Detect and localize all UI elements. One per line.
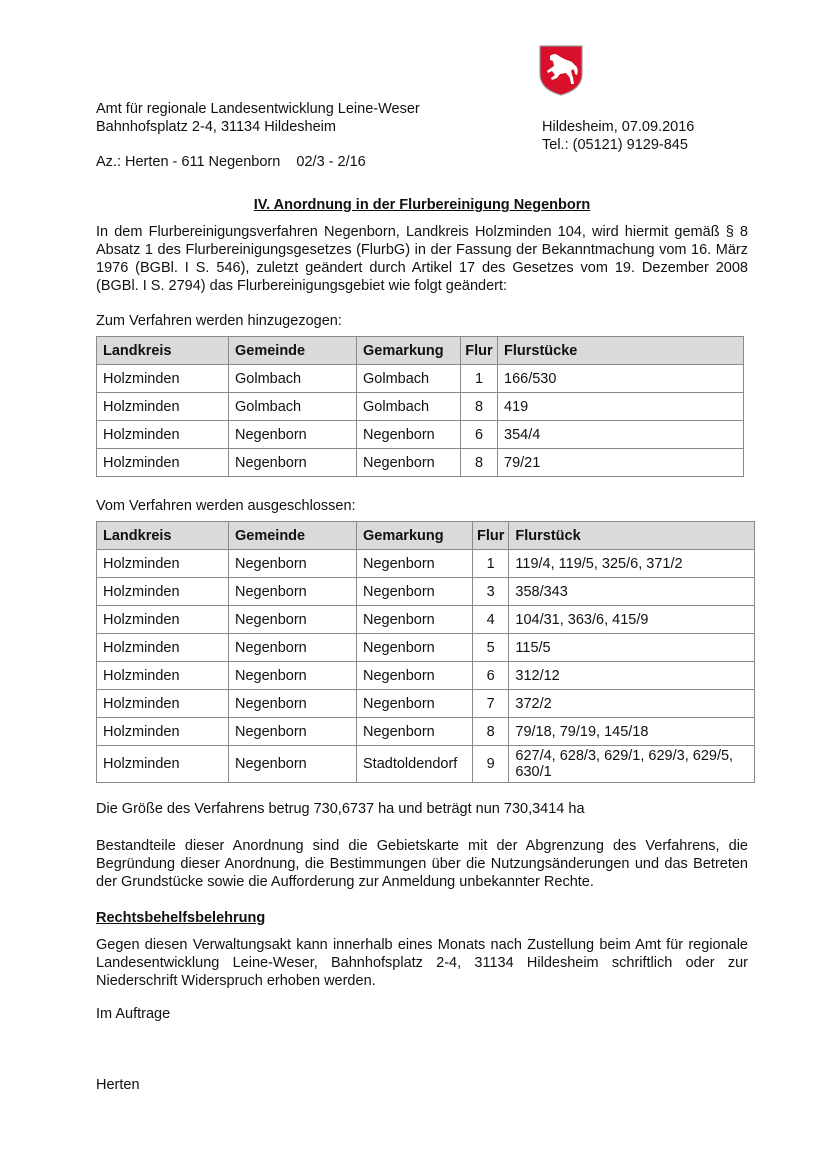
cell-gemarkung: Stadtoldendorf — [357, 746, 473, 783]
cell-gemeinde: Negenborn — [229, 449, 357, 477]
cell-gemeinde: Negenborn — [229, 746, 357, 783]
col-header-gemarkung: Gemarkung — [357, 522, 473, 550]
cell-gemeinde: Golmbach — [229, 365, 357, 393]
col-header-landkreis: Landkreis — [97, 337, 229, 365]
legal-remedy-text: Gegen diesen Verwaltungsakt kann innerhalb eines Monats nach Zustellung beim Amt für regionale Landesentwicklung Leine-Weser, Bahnhofsplatz 2-4, 31134 Hildesheim schriftlich oder zur Niederschrift Widerspruch erhoben werden. — [96, 937, 748, 989]
table-row — [97, 449, 744, 477]
sender-address: Bahnhofsplatz 2-4, 31134 Hildesheim — [96, 119, 336, 135]
cell-landkreis: Holzminden — [97, 634, 229, 662]
table-row — [97, 718, 755, 746]
cell-flur: 1 — [461, 365, 498, 393]
cell-gemeinde: Negenborn — [229, 718, 357, 746]
cell-flur: 9 — [473, 746, 509, 783]
cell-gemeinde: Negenborn — [229, 634, 357, 662]
cell-landkreis: Holzminden — [97, 550, 229, 578]
cell-flurstueck: 115/5 — [509, 634, 755, 662]
cell-flur: 8 — [461, 449, 498, 477]
cell-gemeinde: Negenborn — [229, 690, 357, 718]
cell-flur: 5 — [473, 634, 509, 662]
table-row — [97, 662, 755, 690]
cell-flur: 3 — [473, 578, 509, 606]
table-row — [97, 746, 755, 783]
cell-flurstueck: 627/4, 628/3, 629/1, 629/3, 629/5, 630/1 — [509, 746, 755, 783]
intro-paragraph: In dem Flurbereinigungsverfahren Negenborn, Landkreis Holzminden 104, wird hiermit gemäß § 8 Absatz 1 des Flurbereinigungsgesetzes (FlurbG) in der Fassung der Bekanntmachung vom 16. März 1976 (BGBl. I S. 546), zuletzt geändert durch Artikel 17 des Gesetzes vom 19. Dezember 2008 (BGBl. I S. 2794) das Flurbereinigungsgebiet wie folgt geändert: — [96, 224, 748, 294]
col-header-gemarkung: Gemarkung — [357, 337, 461, 365]
col-header-flurstueck: Flurstück — [509, 522, 755, 550]
table-row — [97, 578, 755, 606]
table-row — [97, 421, 744, 449]
col-header-gemeinde: Gemeinde — [229, 337, 357, 365]
cell-landkreis: Holzminden — [97, 690, 229, 718]
table-row — [97, 690, 755, 718]
legal-remedy-heading: Rechtsbehelfsbelehrung — [96, 910, 266, 926]
closing-phrase: Im Auftrage — [96, 1006, 171, 1022]
document-title: IV. Anordnung in der Flurbereinigung Negenborn — [253, 197, 591, 213]
cell-landkreis: Holzminden — [97, 365, 229, 393]
cell-gemeinde: Golmbach — [229, 393, 357, 421]
cell-flur: 1 — [473, 550, 509, 578]
coat-of-arms-logo-icon — [538, 44, 584, 96]
excluded-label: Vom Verfahren werden ausgeschlossen: — [96, 498, 356, 514]
size-statement: Die Größe des Verfahrens betrug 730,6737 ha und beträgt nun 730,3414 ha — [96, 801, 585, 817]
cell-gemarkung: Golmbach — [357, 393, 461, 421]
table-header-row — [97, 337, 744, 365]
cell-flurstuecke: 419 — [498, 393, 744, 421]
cell-gemarkung: Golmbach — [357, 365, 461, 393]
cell-flurstueck: 358/343 — [509, 578, 755, 606]
cell-gemarkung: Negenborn — [357, 690, 473, 718]
cell-gemeinde: Negenborn — [229, 550, 357, 578]
cell-gemarkung: Negenborn — [357, 421, 461, 449]
col-header-flur: Flur — [461, 337, 498, 365]
cell-landkreis: Holzminden — [97, 393, 229, 421]
cell-gemarkung: Negenborn — [357, 634, 473, 662]
sender-name: Amt für regionale Landesentwicklung Leine-Weser — [96, 101, 420, 117]
cell-gemeinde: Negenborn — [229, 606, 357, 634]
cell-gemarkung: Negenborn — [357, 662, 473, 690]
cell-gemeinde: Negenborn — [229, 662, 357, 690]
cell-flurstueck: 372/2 — [509, 690, 755, 718]
cell-flur: 4 — [473, 606, 509, 634]
cell-flurstuecke: 166/530 — [498, 365, 744, 393]
cell-flurstuecke: 79/21 — [498, 449, 744, 477]
cell-flur: 6 — [473, 662, 509, 690]
cell-gemarkung: Negenborn — [357, 550, 473, 578]
cell-flurstueck: 312/12 — [509, 662, 755, 690]
cell-flur: 6 — [461, 421, 498, 449]
cell-gemarkung: Negenborn — [357, 606, 473, 634]
cell-gemarkung: Negenborn — [357, 449, 461, 477]
table-row — [97, 606, 755, 634]
cell-landkreis: Holzminden — [97, 606, 229, 634]
reference-number: Az.: Herten - 611 Negenborn 02/3 - 2/16 — [96, 154, 366, 170]
cell-gemeinde: Negenborn — [229, 578, 357, 606]
cell-gemarkung: Negenborn — [357, 578, 473, 606]
added-parcels-table — [96, 336, 744, 477]
table-row — [97, 365, 744, 393]
cell-landkreis: Holzminden — [97, 578, 229, 606]
col-header-flur: Flur — [473, 522, 509, 550]
table-row — [97, 393, 744, 421]
col-header-gemeinde: Gemeinde — [229, 522, 357, 550]
cell-flurstueck: 79/18, 79/19, 145/18 — [509, 718, 755, 746]
cell-flur: 8 — [461, 393, 498, 421]
table-row — [97, 634, 755, 662]
cell-landkreis: Holzminden — [97, 718, 229, 746]
col-header-landkreis: Landkreis — [97, 522, 229, 550]
col-header-flurstuecke: Flurstücke — [498, 337, 744, 365]
cell-flurstueck: 119/4, 119/5, 325/6, 371/2 — [509, 550, 755, 578]
cell-landkreis: Holzminden — [97, 421, 229, 449]
cell-flurstueck: 104/31, 363/6, 415/9 — [509, 606, 755, 634]
cell-landkreis: Holzminden — [97, 746, 229, 783]
cell-flurstuecke: 354/4 — [498, 421, 744, 449]
signature-name: Herten — [96, 1077, 140, 1093]
table-row — [97, 550, 755, 578]
cell-flur: 7 — [473, 690, 509, 718]
excluded-parcels-table — [96, 521, 755, 783]
cell-gemeinde: Negenborn — [229, 421, 357, 449]
place-date: Hildesheim, 07.09.2016 — [542, 119, 695, 135]
cell-landkreis: Holzminden — [97, 449, 229, 477]
cell-gemarkung: Negenborn — [357, 718, 473, 746]
components-paragraph: Bestandteile dieser Anordnung sind die Gebietskarte mit der Abgrenzung des Verfahrens, die Begründung dieser Anordnung, die Bestimmungen über die Nutzungsänderungen und das Betreten der Grundstücke sowie die Aufforderung zur Anmeldung unbekannter Rechte. — [96, 838, 748, 890]
phone-number: Tel.: (05121) 9129-845 — [542, 137, 688, 153]
cell-flur: 8 — [473, 718, 509, 746]
added-label: Zum Verfahren werden hinzugezogen: — [96, 313, 342, 329]
cell-landkreis: Holzminden — [97, 662, 229, 690]
table-header-row — [97, 522, 755, 550]
